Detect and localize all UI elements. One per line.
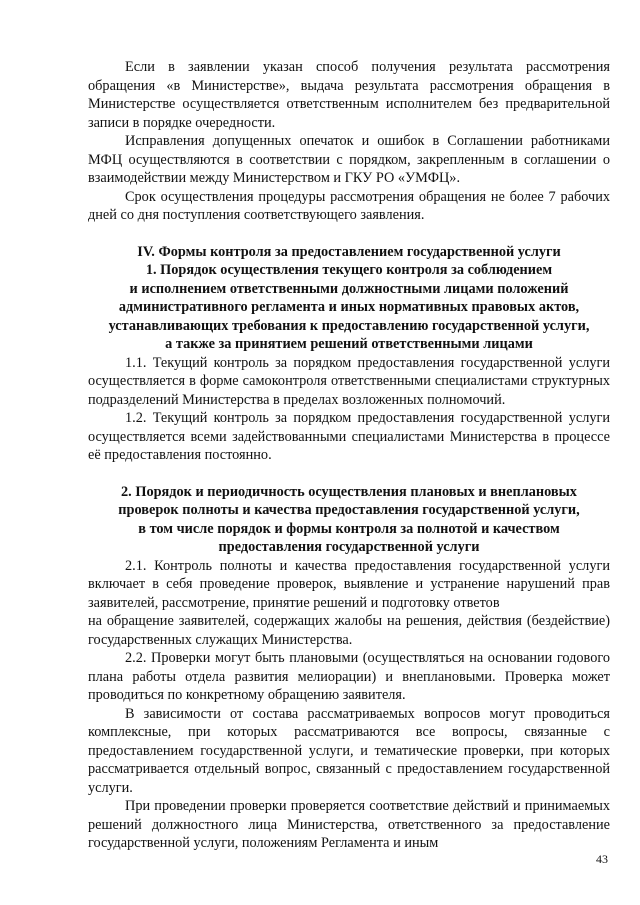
subsection-heading-line: и исполнением ответственными должностными лицами положений (129, 280, 569, 297)
subsection-heading-line: устанавливающих требования к предоставлению государственной услуги, (108, 317, 590, 334)
section-heading: IV. Формы контроля за предоставлением государственной услуги (137, 243, 561, 260)
subsection-heading-line: предоставления государственной услуги (218, 539, 480, 555)
paragraph: 1.2. Текущий контроль за порядком предоставления государственной услуги осуществляется всеми задействованными специалистами Министерства в процессе её предоставления постоянно. (88, 410, 610, 463)
page-number: 43 (596, 852, 608, 866)
document-page (88, 58, 610, 853)
subsection-heading-line: административного регламента и иных нормативных правовых актов, (118, 299, 580, 315)
paragraph: Исправления допущенных опечаток и ошибок в Соглашении работниками МФЦ осуществляются в соответствии с порядком, закрепленным в соглашении о взаимодействии между Министерством и ГКУ РО «УМФЦ». (88, 133, 610, 186)
paragraph: 2.1. Контроль полноты и качества предоставления государственной услуги включает в себя проведение проверок, выявление и устранение нарушений прав заявителей, рассмотрение, принятие решений и подготовку ответов (88, 557, 610, 611)
subsection-heading-line: а также за принятием решений ответственными лицами (165, 336, 533, 352)
paragraph: 1.1. Текущий контроль за порядком предоставления государственной услуги осуществляется в форме самоконтроля ответственными специалистами структурных подразделений Министерства в пределах возложенных полномочий. (88, 354, 610, 408)
subsection-heading-line: 1. Порядок осуществления текущего контроля за соблюдением (145, 262, 553, 278)
paragraph: В зависимости от состава рассматриваемых вопросов могут проводиться комплексные, при которых рассматриваются все вопросы, связанные с предоставлением государственной услуги, и тематические проверки, при которых рассматривается отдельный вопрос, связанный с предоставлением государственной услуги. (88, 705, 610, 796)
paragraph: Срок осуществления процедуры рассмотрения обращения не более 7 рабочих дней со дня поступления соответствующего заявления. (88, 188, 610, 223)
subsection-heading-line: в том числе порядок и формы контроля за полнотой и качеством (138, 520, 560, 537)
paragraph: на обращение заявителей, содержащих жалобы на решения, действия (бездействие) государственных служащих Министерства. (88, 613, 610, 648)
subsection-heading-line: проверок полноты и качества предоставления государственной услуги, (118, 502, 580, 518)
paragraph: При проведении проверки проверяется соответствие действий и принимаемых решений должностного лица Министерства, ответственного за предоставление государственной услуги, положениям Регламента и иным (88, 798, 610, 851)
paragraph: Если в заявлении указан способ получения результата рассмотрения обращения «в Министерстве», выдача результата рассмотрения обращения в Министерстве осуществляется ответственным исполнителем без предварительной записи в порядке очередности. (88, 59, 610, 131)
paragraph: 2.2. Проверки могут быть плановыми (осуществляться на основании годового плана работы отдела развития мелиорации) и внеплановыми. Проверка может проводиться по конкретному обращению заявителя. (88, 650, 610, 703)
subsection-heading-line: 2. Порядок и периодичность осуществления плановых и внеплановых (121, 483, 577, 500)
